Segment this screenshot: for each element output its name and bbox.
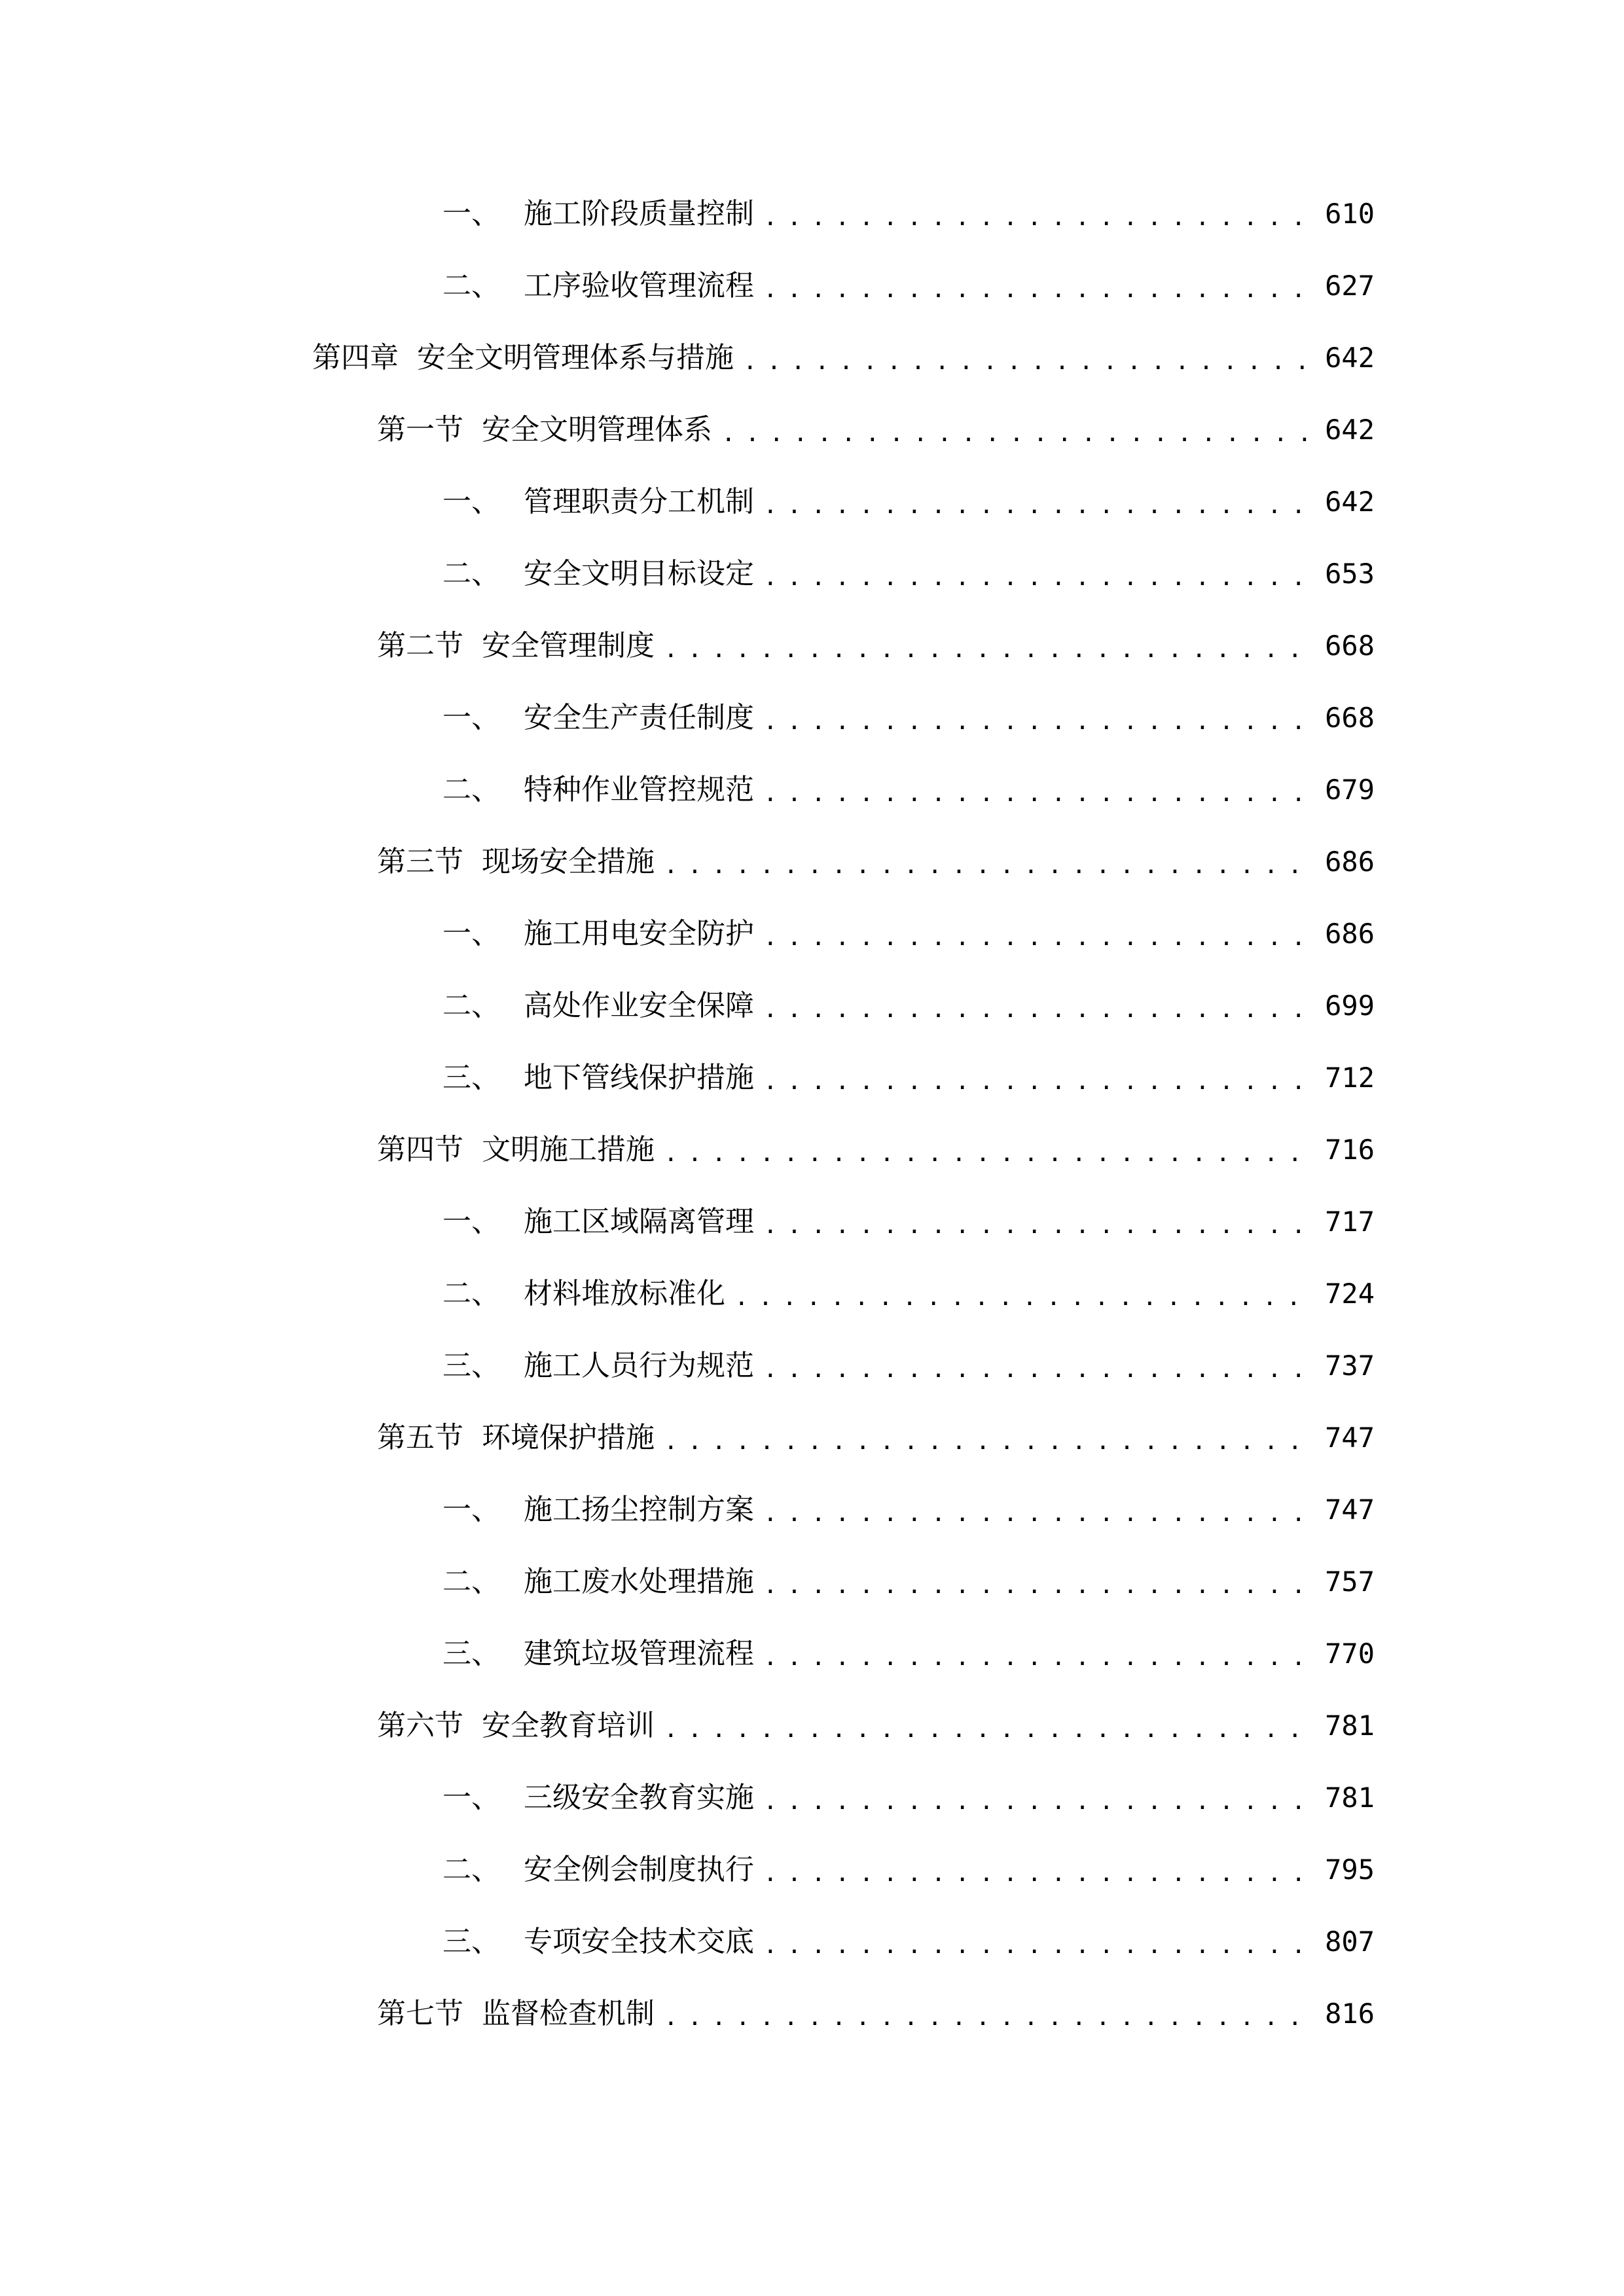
toc-entry-number: 一、 <box>442 917 500 950</box>
toc-entry-title: 施工阶段质量控制 <box>524 197 754 230</box>
toc-entry[interactable] <box>0 754 1624 826</box>
toc-entry[interactable] <box>0 1978 1624 2050</box>
toc-entry[interactable] <box>0 538 1624 610</box>
toc-entry-title: 管理职责分工机制 <box>524 485 754 518</box>
toc-entry-page-number: 642 <box>1325 414 1375 446</box>
toc-entry-number: 二、 <box>442 1277 500 1310</box>
toc-entry-number: 第二节 <box>377 629 463 662</box>
dot-leader <box>763 1934 1312 1958</box>
toc-entry-page-number: 699 <box>1325 990 1375 1022</box>
toc-entry-page-number: 668 <box>1325 702 1375 734</box>
toc-entry-number: 第三节 <box>377 845 463 878</box>
toc-entry[interactable] <box>0 1906 1624 1978</box>
toc-entry-title: 施工扬尘控制方案 <box>524 1493 754 1526</box>
toc-entry-title: 安全文明管理体系与措施 <box>417 341 734 374</box>
toc-entry-title: 施工用电安全防护 <box>524 917 754 950</box>
toc-entry[interactable] <box>0 826 1624 898</box>
toc-entry-number: 二、 <box>442 269 500 302</box>
toc-entry[interactable] <box>0 898 1624 970</box>
toc-entry-page-number: 668 <box>1325 630 1375 662</box>
toc-entry-number: 一、 <box>442 197 500 230</box>
toc-entry-title: 现场安全措施 <box>482 845 655 878</box>
dot-leader <box>763 206 1312 230</box>
toc-entry-page-number: 686 <box>1325 846 1375 878</box>
toc-entry-title: 安全生产责任制度 <box>524 701 754 734</box>
toc-entry-title: 安全文明目标设定 <box>524 557 754 590</box>
toc-entry[interactable] <box>0 1258 1624 1330</box>
toc-entry[interactable] <box>0 1546 1624 1618</box>
toc-entry-page-number: 724 <box>1325 1278 1375 1310</box>
dot-leader <box>763 1502 1312 1526</box>
toc-entry-title: 三级安全教育实施 <box>524 1781 754 1814</box>
toc-entry[interactable] <box>0 1474 1624 1546</box>
toc-entry-page-number: 816 <box>1325 1998 1375 2030</box>
toc-entry-number: 三、 <box>442 1061 500 1094</box>
toc-entry-title: 文明施工措施 <box>482 1133 655 1166</box>
dot-leader <box>763 566 1312 590</box>
toc-entry-page-number: 653 <box>1325 558 1375 590</box>
dot-leader <box>721 422 1312 446</box>
toc-entry-number: 二、 <box>442 1853 500 1886</box>
toc-entry-title: 高处作业安全保障 <box>524 989 754 1022</box>
dot-leader <box>763 1358 1312 1382</box>
toc-entry-page-number: 770 <box>1325 1638 1375 1670</box>
toc-entry-number: 第四章 <box>312 341 399 374</box>
toc-entry[interactable] <box>0 322 1624 394</box>
toc-entry-page-number: 747 <box>1325 1422 1375 1454</box>
toc-entry-title: 安全管理制度 <box>482 629 655 662</box>
toc-entry[interactable] <box>0 682 1624 754</box>
dot-leader <box>664 1142 1312 1166</box>
dot-leader <box>763 926 1312 950</box>
dot-leader <box>763 782 1312 806</box>
toc-entry-page-number: 717 <box>1325 1206 1375 1238</box>
toc-entry-number: 第七节 <box>377 1997 463 2030</box>
toc-entry-title: 施工废水处理措施 <box>524 1565 754 1598</box>
toc-entry[interactable] <box>0 1762 1624 1834</box>
toc-entry-page-number: 737 <box>1325 1350 1375 1382</box>
toc-entry-page-number: 642 <box>1325 342 1375 374</box>
toc-entry-title: 施工人员行为规范 <box>524 1349 754 1382</box>
toc-entry-title: 建筑垃圾管理流程 <box>524 1637 754 1670</box>
toc-entry-title: 特种作业管控规范 <box>524 773 754 806</box>
toc-entry[interactable] <box>0 1186 1624 1258</box>
toc-entry-number: 第五节 <box>377 1421 463 1454</box>
toc-entry[interactable] <box>0 1330 1624 1402</box>
dot-leader <box>763 1862 1312 1886</box>
toc-entry-page-number: 757 <box>1325 1566 1375 1598</box>
toc-entry-title: 施工区域隔离管理 <box>524 1205 754 1238</box>
toc-entry-number: 三、 <box>442 1349 500 1382</box>
toc-entry-title: 监督检查机制 <box>482 1997 655 2030</box>
dot-leader <box>734 1286 1312 1310</box>
toc-entry-page-number: 716 <box>1325 1134 1375 1166</box>
dot-leader <box>763 998 1312 1022</box>
toc-entry-number: 一、 <box>442 485 500 518</box>
toc-entry[interactable] <box>0 466 1624 538</box>
toc-entry-number: 二、 <box>442 773 500 806</box>
toc-entry-number: 一、 <box>442 1493 500 1526</box>
toc-entry[interactable] <box>0 1690 1624 1762</box>
toc-entry-number: 第六节 <box>377 1709 463 1742</box>
toc-entry-title: 材料堆放标准化 <box>524 1277 725 1310</box>
toc-entry[interactable] <box>0 178 1624 250</box>
toc-entry-number: 三、 <box>442 1925 500 1958</box>
dot-leader <box>763 1574 1312 1598</box>
toc-entry[interactable] <box>0 970 1624 1042</box>
dot-leader <box>763 278 1312 302</box>
toc-entry-page-number: 686 <box>1325 918 1375 950</box>
toc-entry-page-number: 781 <box>1325 1710 1375 1742</box>
toc-entry-number: 二、 <box>442 557 500 590</box>
toc-entry[interactable] <box>0 394 1624 466</box>
toc-entry-title: 专项安全技术交底 <box>524 1925 754 1958</box>
dot-leader <box>664 638 1312 662</box>
toc-entry[interactable] <box>0 1114 1624 1186</box>
dot-leader <box>763 1790 1312 1814</box>
toc-entry-page-number: 642 <box>1325 486 1375 518</box>
toc-entry-page-number: 781 <box>1325 1782 1375 1814</box>
dot-leader <box>763 1070 1312 1094</box>
toc-entry[interactable] <box>0 1402 1624 1474</box>
toc-entry-number: 一、 <box>442 1781 500 1814</box>
toc-entry[interactable] <box>0 610 1624 682</box>
toc-entry-page-number: 610 <box>1325 198 1375 230</box>
toc-entry-title: 工序验收管理流程 <box>524 269 754 302</box>
toc-entry-number: 二、 <box>442 989 500 1022</box>
toc-entry-page-number: 712 <box>1325 1062 1375 1094</box>
toc-entry-title: 安全教育培训 <box>482 1709 655 1742</box>
toc-entry[interactable] <box>0 1834 1624 1906</box>
toc-entry-title: 地下管线保护措施 <box>524 1061 754 1094</box>
toc-entry-title: 安全文明管理体系 <box>482 413 712 446</box>
dot-leader <box>763 1214 1312 1238</box>
toc-entry-page-number: 795 <box>1325 1854 1375 1886</box>
toc-entry-page-number: 679 <box>1325 774 1375 806</box>
dot-leader <box>664 1430 1312 1454</box>
table-of-contents <box>0 178 1624 2050</box>
toc-entry-page-number: 627 <box>1325 270 1375 302</box>
toc-entry-number: 二、 <box>442 1565 500 1598</box>
dot-leader <box>763 710 1312 734</box>
toc-entry[interactable] <box>0 1618 1624 1690</box>
toc-entry-page-number: 807 <box>1325 1926 1375 1958</box>
toc-entry-title: 安全例会制度执行 <box>524 1853 754 1886</box>
dot-leader <box>763 1646 1312 1670</box>
toc-entry-number: 三、 <box>442 1637 500 1670</box>
dot-leader <box>763 494 1312 518</box>
dot-leader <box>664 2006 1312 2030</box>
dot-leader <box>743 350 1312 374</box>
toc-entry-number: 第四节 <box>377 1133 463 1166</box>
dot-leader <box>664 1718 1312 1742</box>
toc-entry-page-number: 747 <box>1325 1494 1375 1526</box>
toc-entry[interactable] <box>0 1042 1624 1114</box>
toc-entry-title: 环境保护措施 <box>482 1421 655 1454</box>
toc-entry-number: 一、 <box>442 1205 500 1238</box>
dot-leader <box>664 854 1312 878</box>
toc-entry-number: 第一节 <box>377 413 463 446</box>
toc-entry-number: 一、 <box>442 701 500 734</box>
toc-entry[interactable] <box>0 250 1624 322</box>
